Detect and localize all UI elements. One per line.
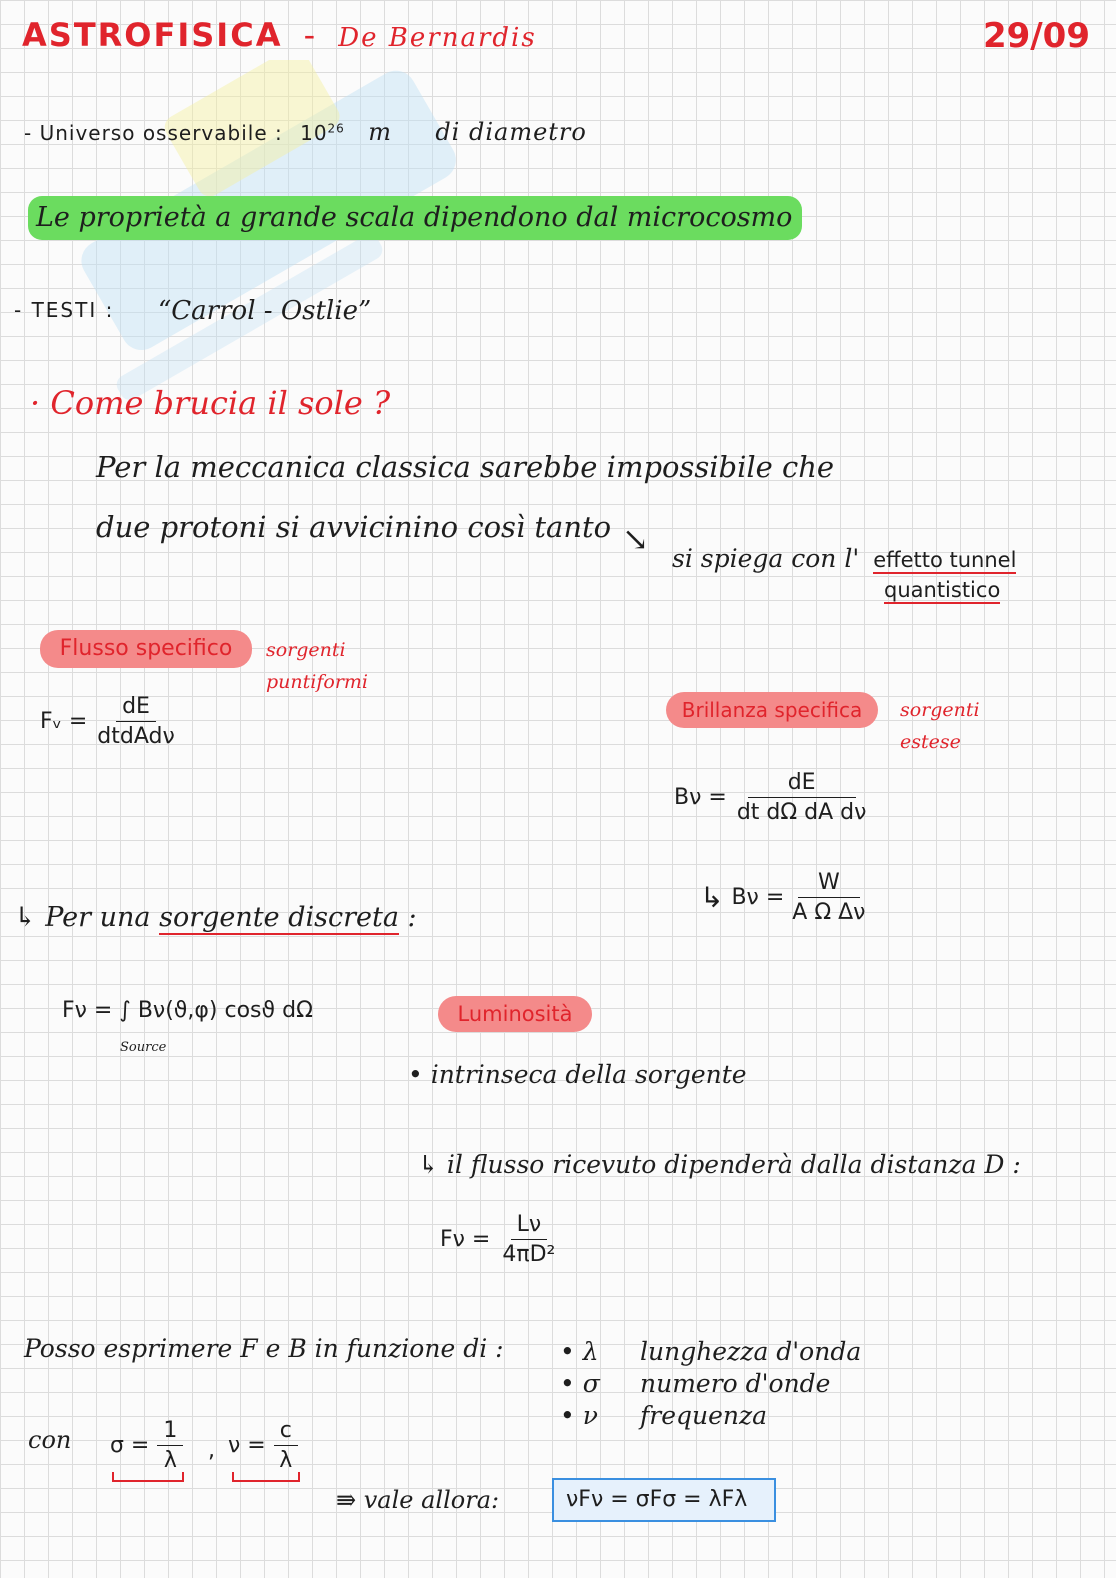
brillanza-fraction: [737, 770, 867, 825]
nu-fraction: [274, 1418, 298, 1473]
discreta-line: [14, 902, 417, 933]
testi-line: [14, 298, 114, 322]
nu-lhs: ν =: [228, 1433, 266, 1458]
sole-explain-term1: effetto tunnel: [873, 548, 1017, 572]
list-item-symbol: • ν: [560, 1401, 598, 1430]
flusso-note-line2: puntiformi: [266, 671, 368, 693]
brillanza-note-line1: sorgenti: [900, 699, 980, 721]
sigma-den: λ: [163, 1448, 177, 1473]
highlighted-statement: Le proprietà a grande scala dipendono dal microcosmo: [28, 196, 802, 240]
luminosita-formula: [440, 1212, 555, 1267]
discreta-prefix: ↳ Per una: [14, 902, 151, 933]
brillanza-lhs: Bν =: [674, 785, 727, 810]
brillanza-formula: [674, 770, 866, 825]
brillanza-lhs-2: Bν =: [731, 885, 785, 910]
brillanza-arrow-icon: ↳: [700, 881, 724, 914]
list-item: [560, 1368, 861, 1400]
brillanza-note: [900, 694, 980, 758]
brillanza-note-line2: estese: [900, 731, 961, 753]
sigma-lhs: σ =: [110, 1433, 150, 1458]
sole-explain: [672, 544, 1016, 573]
universe-value-exp: 26: [327, 121, 345, 136]
brillanza-den: dt dΩ dA dν: [736, 800, 867, 825]
arrow-icon: ↘: [622, 520, 649, 558]
universe-prefix: - Universo osservabile :: [24, 121, 283, 145]
discreta-subscript: Source: [120, 1040, 167, 1055]
list-item-label: numero d'onde: [640, 1369, 831, 1398]
flusso-lhs: Fᵥ =: [40, 709, 88, 734]
flusso-den: dtdAdν: [97, 724, 175, 749]
sole-line-2: due protoni si avvicinino così tanto: [96, 510, 612, 544]
nu-num: c: [274, 1418, 298, 1446]
luminosita-lhs: Fν =: [440, 1227, 491, 1252]
luminosita-flux-text: ↳ il flusso ricevuto dipenderà dalla distanza D :: [418, 1150, 1021, 1179]
watermark-logo: [40, 60, 520, 440]
list-item: [560, 1336, 861, 1368]
flusso-note-line1: sorgenti: [266, 639, 346, 661]
title-dash: -: [303, 16, 318, 54]
luminosita-label: Luminosità: [438, 996, 592, 1032]
luminosita-bullet: • intrinseca della sorgente: [408, 1060, 747, 1089]
flusso-fraction: [97, 694, 174, 749]
universe-value-base: 10: [300, 121, 328, 145]
sigma-bracket: [112, 1472, 184, 1482]
list-item-label: frequenza: [640, 1401, 768, 1430]
discreta-term: sorgente discreta: [159, 902, 399, 933]
nu-den: λ: [279, 1448, 293, 1473]
result-box: νFν = σFσ = λFλ: [552, 1478, 776, 1522]
page-date: 29/09: [982, 16, 1090, 56]
esprimere-list: [560, 1336, 861, 1432]
universe-line: [24, 118, 587, 146]
flusso-formula: [40, 694, 175, 749]
testi-book: “Carrol - Ostlie”: [158, 296, 372, 326]
sigma-fraction: [157, 1418, 183, 1473]
list-item-label: lunghezza d'onda: [640, 1337, 862, 1366]
sigma-num: 1: [157, 1418, 183, 1446]
list-item-symbol: • σ: [560, 1369, 600, 1398]
page-title: [22, 16, 537, 54]
nu-bracket: [232, 1472, 300, 1482]
brillanza-num: dE: [748, 770, 856, 798]
discreta-suffix: :: [407, 902, 417, 933]
list-item: [560, 1400, 861, 1432]
flusso-label: Flusso specifico: [40, 630, 252, 668]
sigma-formula: [110, 1418, 183, 1473]
luminosita-num: Lν: [511, 1212, 548, 1240]
sole-explain-prefix: si spiega con l': [672, 544, 860, 573]
con-label: con: [28, 1426, 72, 1454]
brillanza-formula-2: [700, 870, 865, 925]
testi-label: - TESTI :: [14, 298, 115, 322]
luminosita-den: 4πD²: [502, 1242, 556, 1267]
list-item-symbol: • λ: [560, 1337, 599, 1366]
sole-explain-term2: quantistico: [884, 578, 1001, 602]
title-text: ASTROFISICA: [22, 16, 283, 54]
comma: ,: [208, 1438, 215, 1463]
sole-question: · Come brucia il sole ?: [30, 384, 391, 422]
author-name: De Bernardis: [338, 23, 537, 53]
brillanza-num-2: W: [798, 870, 860, 898]
flusso-note: [266, 634, 368, 698]
esprimere-text: Posso esprimere F e B in funzione di :: [24, 1334, 504, 1363]
universe-value: [300, 121, 352, 145]
vale-text: ⇛ vale allora:: [336, 1486, 500, 1514]
flusso-num: dE: [116, 694, 156, 722]
brillanza-fraction-2: [792, 870, 865, 925]
luminosita-fraction: [502, 1212, 555, 1267]
discreta-formula: Fν = ∫ Bν(ϑ,φ) cosϑ dΩ: [62, 998, 313, 1023]
brillanza-den-2: A Ω Δν: [792, 900, 866, 925]
universe-suffix: di diametro: [435, 118, 587, 146]
universe-unit: m: [368, 118, 392, 146]
nu-formula: [228, 1418, 298, 1473]
sole-line-1: Per la meccanica classica sarebbe impossibile che: [96, 450, 835, 484]
brillanza-label: Brillanza specifica: [666, 692, 878, 728]
